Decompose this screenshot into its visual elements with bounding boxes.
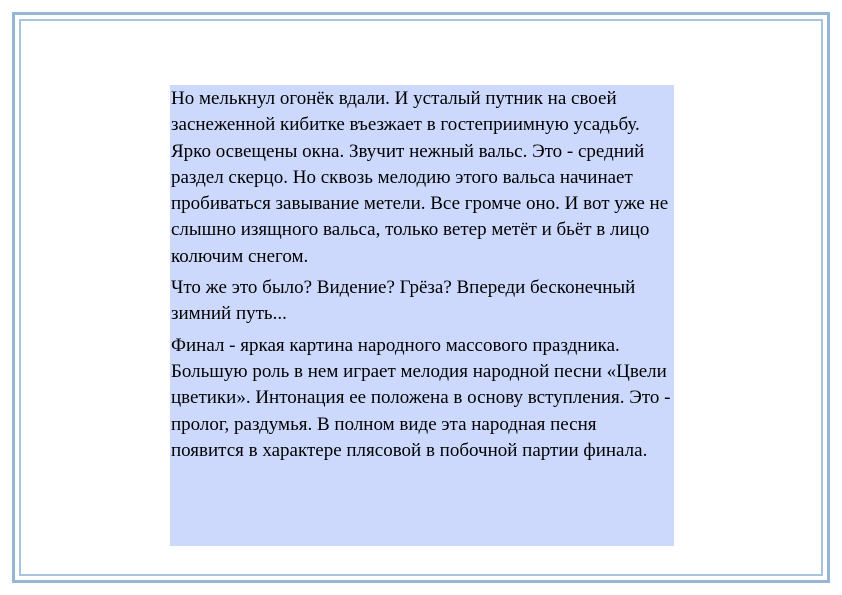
text-box	[170, 85, 674, 546]
paragraph-2: Что же это было? Видение? Грёза? Впереди бесконечный зимний путь...	[171, 277, 636, 325]
paragraph-3: Финал - яркая картина народного массового праздника. Большую роль в нем играет мелодия народной песни «Цвели цветики». Интонация ее положена в основу вступления. Это - пролог, раздумья. В полном виде эта народная песня появится в характере плясовой в побочной партии финала.	[171, 334, 671, 461]
paragraph-1: Но мелькнул огонёк вдали. И усталый путник на своей заснеженной кибитке въезжает в гостеприимную усадьбу. Ярко освещены окна. Звучит нежный вальс. Это - средний раздел скерцо. Но сквозь мелодию этого вальса начинает пробиваться завывание метели. Все громче оно. И вот уже не слышно изящного вальса, только ветер метёт и бьёт в лицо колючим снегом.	[171, 88, 669, 267]
